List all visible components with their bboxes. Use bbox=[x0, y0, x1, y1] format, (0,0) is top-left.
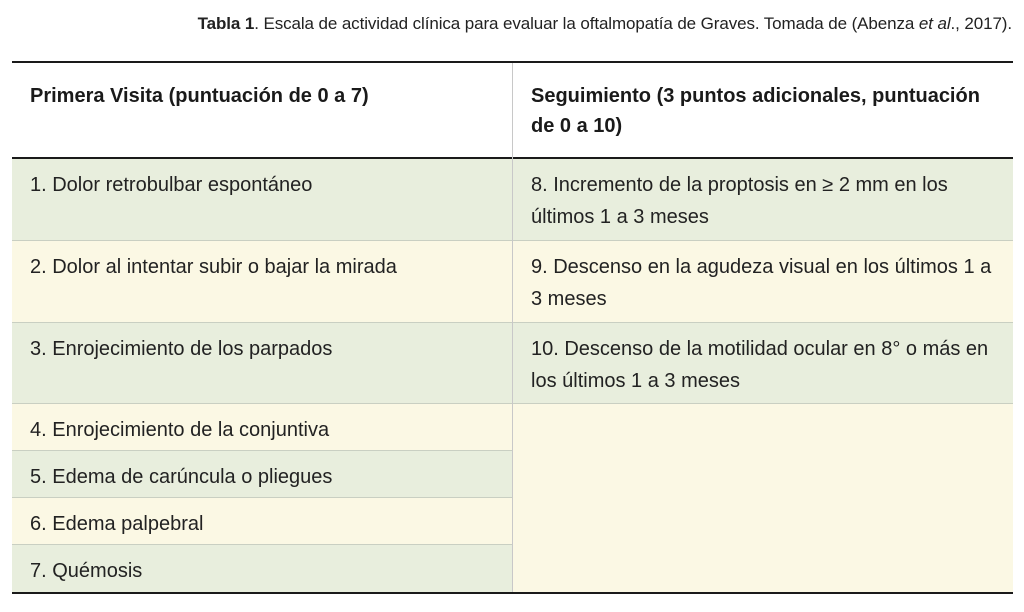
table-caption bbox=[198, 14, 1012, 34]
table-cell-seguimiento-9: 9. Descenso en la agudeza visual en los últimos 1 a 3 meses bbox=[513, 241, 1013, 323]
table-cell-visita-3: 3. Enrojecimiento de los parpados bbox=[12, 323, 512, 404]
header-primera-visita: Primera Visita (puntuación de 0 a 7) bbox=[30, 85, 369, 107]
table-cell-visita-7: 7. Quémosis bbox=[12, 545, 512, 592]
header-seguimiento: Seguimiento (3 puntos adicionales, puntuación de 0 a 10) bbox=[531, 85, 980, 137]
table-bottom-rule bbox=[12, 592, 1013, 594]
caption-text-end: ., 2017). bbox=[950, 14, 1012, 33]
caption-label: Tabla 1 bbox=[197, 14, 255, 33]
table-cell-seguimiento-8: 8. Incremento de la proptosis en ≥ 2 mm en los últimos 1 a 3 meses bbox=[513, 159, 1013, 241]
column-separator bbox=[512, 63, 513, 592]
table-cell-seguimiento-10: 10. Descenso de la motilidad ocular en 8° o más en los últimos 1 a 3 meses bbox=[513, 323, 1013, 404]
table-cell-visita-5: 5. Edema de carúncula o pliegues bbox=[12, 451, 512, 498]
caption-et-al: et al bbox=[918, 14, 951, 33]
table-cell-visita-2: 2. Dolor al intentar subir o bajar la mirada bbox=[12, 241, 512, 323]
clinical-activity-table bbox=[12, 61, 1013, 594]
table-cell-visita-1: 1. Dolor retrobulbar espontáneo bbox=[12, 159, 512, 241]
caption-text: . Escala de actividad clínica para evaluar la oftalmopatía de Graves. Tomada de (Abenza bbox=[254, 14, 919, 33]
table-cell-empty bbox=[513, 404, 1013, 592]
table-cell-visita-6: 6. Edema palpebral bbox=[12, 498, 512, 545]
table-cell-visita-4: 4. Enrojecimiento de la conjuntiva bbox=[12, 404, 512, 451]
